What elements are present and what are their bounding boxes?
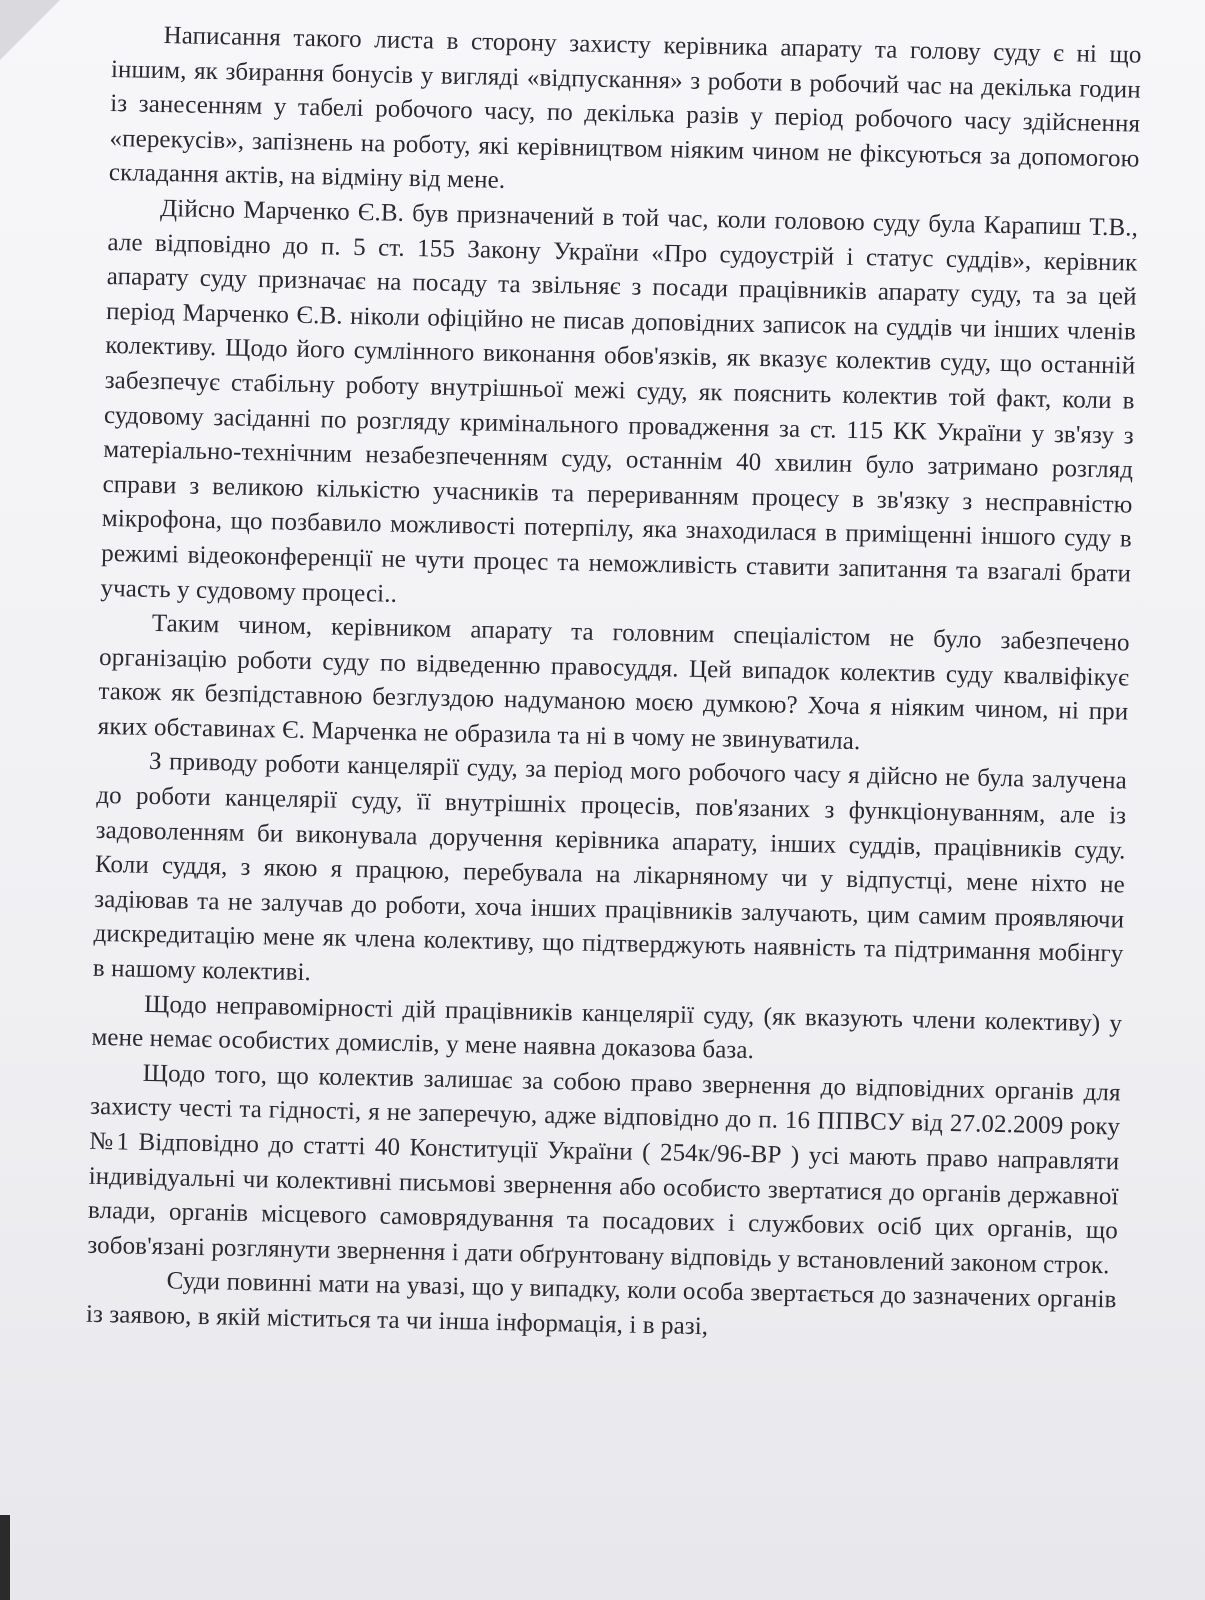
paragraph-1: Написання такого листа в сторону захисту керівника апарату та голову суду є ні що іншим, як збирання бонусів у вигляді «відпускання» з роботи в робочий час на декілька годин із занесенням у табелі робочого часу, по декілька разів у період робочого часу здійснення «перекусів», запізнень на роботу, які керівництвом ніяким чином не фіксуються за допомогою складання актів, на відміну від мене. xyxy=(108,22,1142,195)
paragraph-3: Таким чином, керівником апарату та головним спеціалістом не було забезпечено організацію роботи суду по відведенню правосуддя. Цей випадок колектив суду квалвіфікує також як безпідставною безглуздою надуманою моєю думкою? Хоча я ніяким чином, ні при яких обставинах Є. Марченка не образила та ні в чому не звинуватила. xyxy=(97,610,1130,756)
paragraph-4: З приводу роботи канцелярії суду, за період мого робочого часу я дійсно не була залучена до роботи канцелярії суду, її внутрішніх процесів, пов'язаних з функціонуванням, але із задоволенням би виконувала доручення керівника апарату, інших суддів, працівників суду. Коли суддя, з якою я працюю, перебувала на лікарняному чи у відпустці, мене ніхто не задіював та не залучав до роботи, хоча інших працівників залучають, цим самим проявляючи дискредитацію мене як члена колективу, що підтверджують наявність та підтримання мобінгу в нашому колективі. xyxy=(92,748,1128,987)
paragraph-5: Щодо неправомірності дій працівників канцелярії суду, (як вказують члени колективу) у мене немає особистих домислів, у мене наявна доказова база. xyxy=(91,990,1123,1065)
paragraph-2: Дійсно Марченко Є.В. був призначений в той час, коли головою суду була Карапиш Т.В., але відповідно до п. 5 ст. 155 Закону України «Про судоустрій і статус суддів», керівник апарату суду призначає на посаду та звільняє з посади працівників апарату суду, та за цей період Марченко Є.В. ніколи офіційно не писав доповідних записок на суддів чи інших членів колективу. Щодо його сумлінного виконання обов'язків, як вказує колектив суду, що останній забезпечує стабільну роботу внутрішньої межі суду, як пояснить колектив той факт, коли в судовому засіданні по розгляду кримінального провадження за ст. 115 КК України у зв'язу з матеріально-технічним незабезпеченням суду, останнім 40 хвилин було затримано розгляд справи з великою кількістю учасників та перериванням процесу в зв'язку з несправністю мікрофона, що позбавило можливості потерпілу, яка знаходилася в приміщенні іншого суду в режимі відеоконференції не чути процес та неможливість ставити запитання та взагалі брати участь у судовому процесі.. xyxy=(100,194,1139,608)
table-edge xyxy=(0,1515,10,1600)
page-corner-fold xyxy=(0,0,60,60)
paragraph-7: Суди повинні мати на увазі, що у випадку, коли особа звертається до зазначених органів із заявою, в якій міститься та чи інша інформація, і в разі, xyxy=(85,1267,1117,1341)
paragraph-6: Щодо того, що колектив залишає за собою право звернення до відповідних органів для захисту честі та гідності, я не заперечую, адже відповідно до п. 16 ППВСУ від 27.02.2009 року №1 Відповідно до статті 40 Конституції України ( 254к/96-ВР ) усі мають право направляти індивідуальні чи колективні письмові звернення або особисто звертатися до органів державної влади, органів місцевого самоврядування та посадових і службових осіб цих органів, що зобов'язані розглянути звернення і дати обґрунтовану відповідь у встановлений законом строк. xyxy=(87,1059,1121,1280)
document-sheet xyxy=(82,18,1141,1518)
